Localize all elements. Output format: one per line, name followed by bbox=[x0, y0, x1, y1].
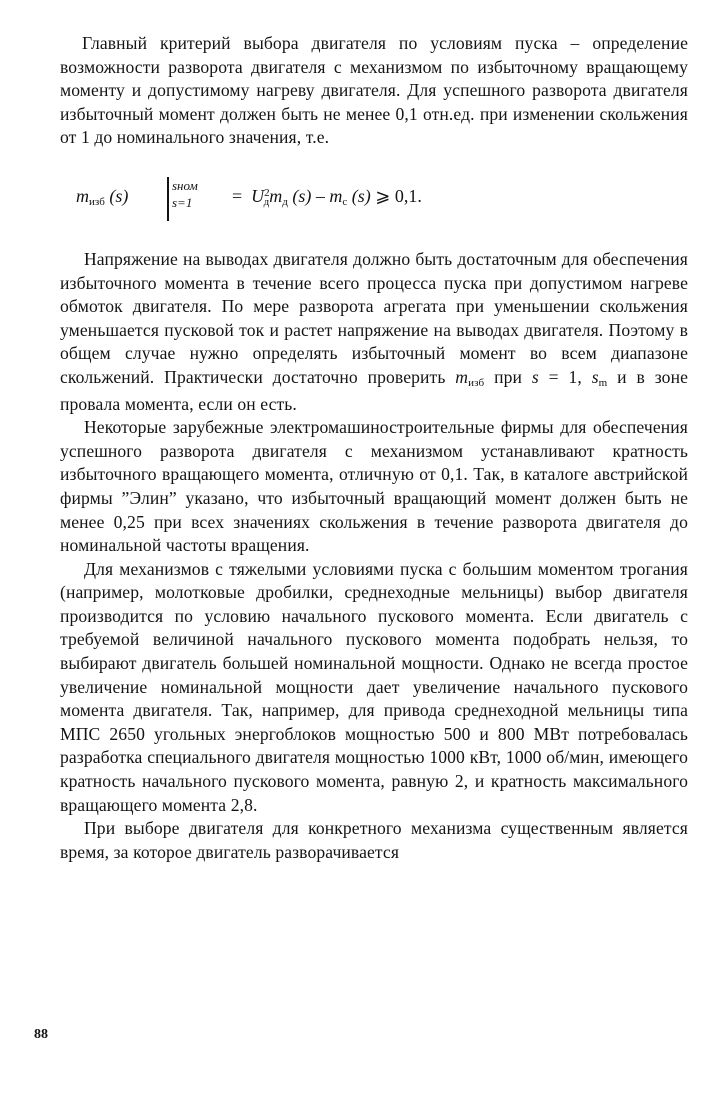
formula-excess-torque bbox=[60, 150, 688, 240]
page-body bbox=[60, 32, 688, 864]
evaluation-bar bbox=[167, 177, 169, 221]
paragraph-1: Главный критерий выбора двигателя по условиям пуска – определение возможности разворота двигателя с механизмом по избыточному вращающему моменту и допустимому нагреву двигателя. Для успешного разворота двигателя избыточный момент должен быть не менее 0,1 отн.ед. при изменении скольжения от 1 до номинального значения, т.е. bbox=[60, 33, 688, 148]
formula-limits: sном s=1 bbox=[172, 177, 198, 210]
paragraph-2: Напряжение на выводах двигателя должно быть достаточным для обеспечения избыточного момента в течение всего процесса пуска при допустимом нагреве обмоток двигателя. По мере разворота агрегата при уменьшении скольжения уменьшается пусковой ток и растет напряжение на выводах двигателя. Поэтому в общем случае нужно определять избыточный момент во всем диапазоне скольжений. Практически достаточно проверить mизб при s = 1, sm и в зоне провала момента, если он есть. bbox=[60, 248, 688, 414]
paragraph-4: Для механизмов с тяжелыми условиями пуска с большим моментом трогания (например, молотковые дробилки, среднеходные мельницы) выбор двигателя производится по условию начального пускового момента. Если двигатель с требуемой величиной начального пускового момента подобрать нельзя, то выбирают двигатель большей номинальной мощности. Однако не всегда простое увеличение номинальной мощности дает увеличение начального пускового момента двигателя. Так, например, для привода среднеходной мельницы типа МПС 2650 угольных энергоблоков мощностью 500 и 800 МВт потребовалась разработка специального двигателя мощностью 1000 кВт, 1000 об/мин, имеющего кратность начального пускового момента, равную 2, и кратность максимального вращающего момента 2,8. bbox=[60, 558, 688, 815]
paragraph-3: Некоторые зарубежные электромашиностроительные фирмы для обеспечения успешного разворота двигателя с механизмом устанавливают кратность избыточного вращающего момента, отличную от 0,1. Так, в каталоге австрийской фирмы ”Элин” указано, что избыточный вращающий момент должен быть не менее 0,25 при всех значениях скольжения в течение разворота двигателя до номинальной частоты вращения. bbox=[60, 417, 688, 556]
formula-rhs: = $U^2дmд$ (s) – mс (s) ⩾ 0,1. bbox=[232, 185, 422, 208]
paragraph-5: При выборе двигателя для конкретного механизма существенным является время, за которое двигатель разворачивается bbox=[60, 818, 688, 862]
page-number: 88 bbox=[34, 1027, 48, 1042]
formula-lhs: mизб (s) bbox=[76, 185, 129, 208]
